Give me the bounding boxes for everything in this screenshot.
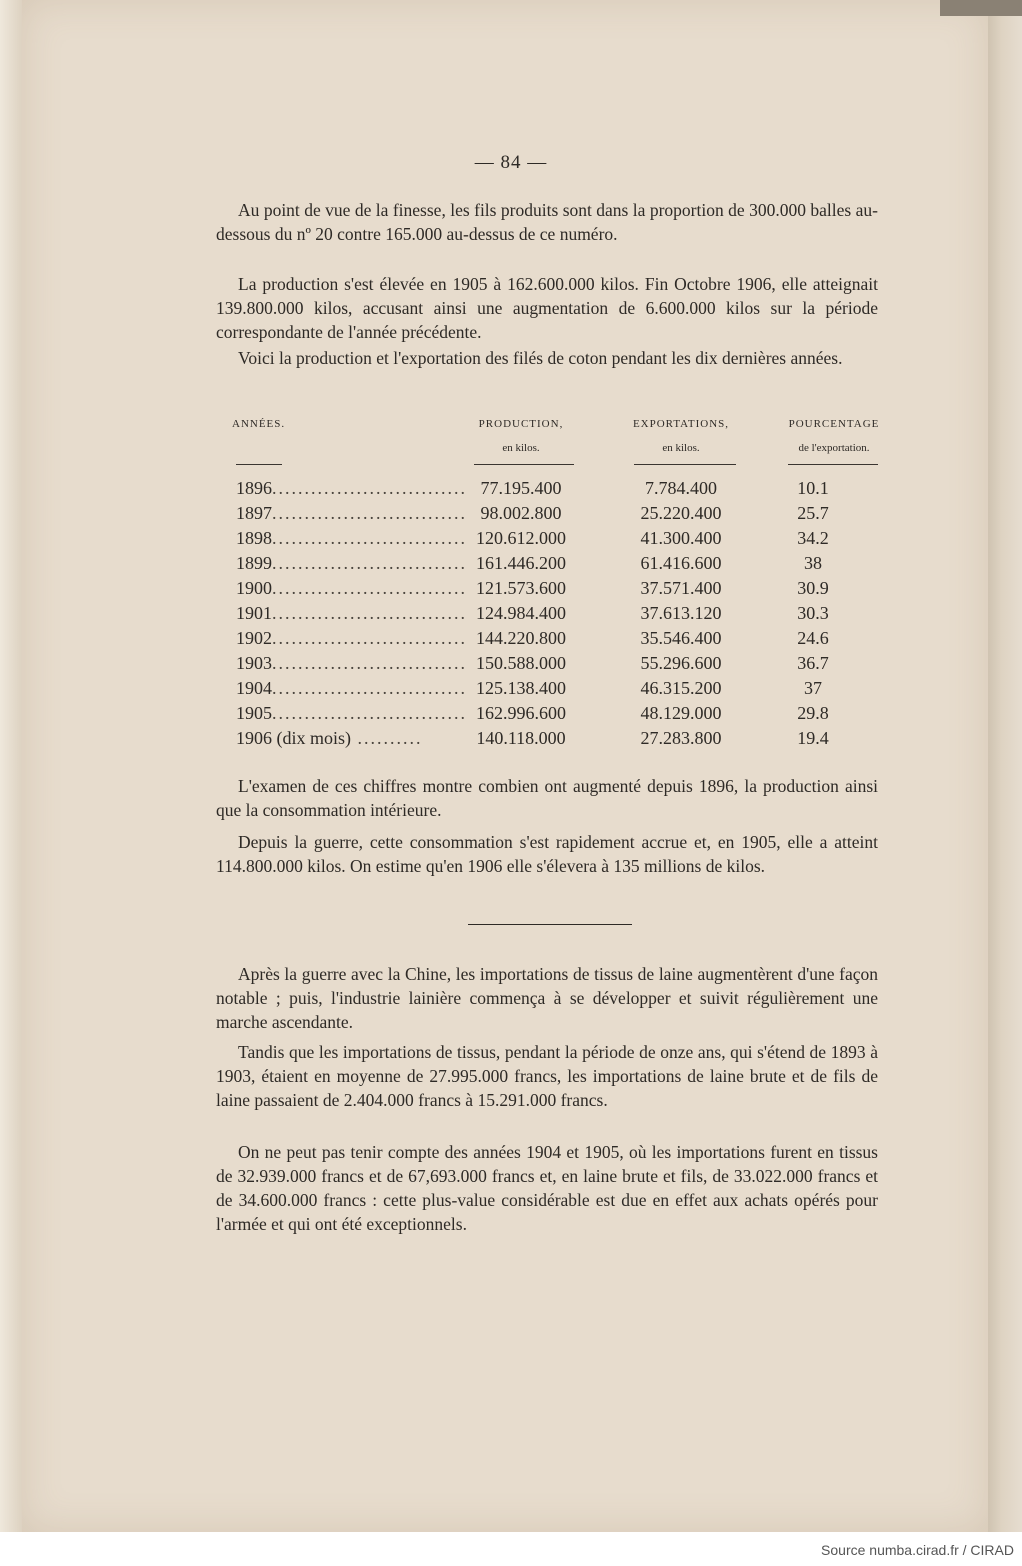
row-production: 120.612.000 xyxy=(476,528,566,548)
row-production: 98.002.800 xyxy=(480,503,562,523)
row-year: 1901 xyxy=(236,603,272,623)
row-production: 162.996.600 xyxy=(476,703,566,723)
row-exports: 37.571.400 xyxy=(640,578,722,598)
row-year: 1906 (dix mois) xyxy=(236,728,351,748)
row-percent: 29.8 xyxy=(797,703,829,723)
row-percent: 38 xyxy=(804,553,822,573)
paragraph-analysis: L'examen de ces chiffres montre combien ont augmenté depuis 1896, la production ainsi que la consommation intérieure. xyxy=(216,776,878,820)
header-production: PRODUCTION, xyxy=(478,418,564,430)
row-exports: 41.300.400 xyxy=(640,528,722,548)
header-production-unit: en kilos. xyxy=(502,442,540,454)
header-percent-unit: de l'exportation. xyxy=(798,442,870,454)
row-exports: 35.546.400 xyxy=(640,628,722,648)
row-percent: 30.3 xyxy=(797,603,829,623)
row-production: 77.195.400 xyxy=(480,478,562,498)
paragraph-wool-exceptions: On ne peut pas tenir compte des années 1904 et 1905, où les importations furent en tissus de 32.939.000 francs et de 67,693.000 francs et, en laine brute et fils, de 33.022.000 francs et de 34.600.000 francs : cette plus-value considérable est due en effet aux achats opérés pour l'armée et qui ont été exceptionnels. xyxy=(216,1142,878,1234)
row-production: 140.118.000 xyxy=(476,728,566,748)
row-year: 1898 xyxy=(236,528,272,548)
row-percent: 30.9 xyxy=(797,578,829,598)
paragraph-table-intro: Voici la production et l'exportation des filés de coton pendant les dix dernières années. xyxy=(238,348,843,368)
row-production: 121.573.600 xyxy=(476,578,566,598)
leader-dots: .............................. xyxy=(272,578,467,598)
header-percent: POURCENTAGE xyxy=(788,418,880,430)
header-rule-years xyxy=(236,464,282,465)
header-exports: EXPORTATIONS, xyxy=(632,418,730,430)
row-production: 161.446.200 xyxy=(476,553,566,573)
row-percent: 37 xyxy=(804,678,822,698)
paragraph-wool-intro: Après la guerre avec la Chine, les importations de tissus de laine augmentèrent d'une façon notable ; puis, l'industrie lainière commença à se développer et suivit régulièrement une marche ascendante. xyxy=(216,964,878,1032)
row-exports: 48.129.000 xyxy=(640,703,722,723)
binding-strip xyxy=(940,0,1022,16)
paragraph-wool-imports: Tandis que les importations de tissus, pendant la période de onze ans, qui s'étend de 1893 à 1903, étaient en moyenne de 27.995.000 francs, les importations de laine brute et de fils de laine passaient de 2.404.000 francs à 15.291.000 francs. xyxy=(216,1042,878,1110)
leader-dots: .............................. xyxy=(272,503,467,523)
row-percent: 19.4 xyxy=(797,728,829,748)
page-right-edge xyxy=(988,0,1022,1532)
section-divider xyxy=(468,924,632,925)
row-year: 1904 xyxy=(236,678,272,698)
leader-dots: .......... xyxy=(351,728,423,748)
header-exports-unit: en kilos. xyxy=(662,442,700,454)
leader-dots: .............................. xyxy=(272,528,467,548)
leader-dots: .............................. xyxy=(272,553,467,573)
row-year: 1903 xyxy=(236,653,272,673)
leader-dots: .............................. xyxy=(272,628,467,648)
row-year: 1905 xyxy=(236,703,272,723)
leader-dots: .............................. xyxy=(272,678,467,698)
page-number: — 84 — xyxy=(474,152,548,173)
row-exports: 46.315.200 xyxy=(640,678,722,698)
row-year: 1902 xyxy=(236,628,272,648)
row-percent: 34.2 xyxy=(797,528,829,548)
row-percent: 10.1 xyxy=(797,478,829,498)
paragraph-consumption: Depuis la guerre, cette consommation s'est rapidement accrue et, en 1905, elle a atteint 114.800.000 kilos. On estime qu'en 1906 elle s'élevera à 135 millions de kilos. xyxy=(216,832,878,876)
row-exports: 55.296.600 xyxy=(640,653,722,673)
row-production: 125.138.400 xyxy=(476,678,566,698)
row-year: 1900 xyxy=(236,578,272,598)
row-percent: 24.6 xyxy=(797,628,829,648)
row-exports: 37.613.120 xyxy=(640,603,722,623)
header-rule-exports xyxy=(634,464,736,465)
paragraph-finesse: Au point de vue de la finesse, les fils produits sont dans la proportion de 300.000 balles au-dessous du nº 20 contre 165.000 au-dessus de ce numéro. xyxy=(216,200,878,244)
row-exports: 61.416.600 xyxy=(640,553,722,573)
row-production: 150.588.000 xyxy=(476,653,566,673)
paragraph-production: La production s'est élevée en 1905 à 162.600.000 kilos. Fin Octobre 1906, elle atteignait 139.800.000 kilos, accusant ainsi une augmentation de 6.600.000 kilos sur la période correspondante de l'année précédente. xyxy=(216,274,878,342)
source-credit: Source numba.cirad.fr / CIRAD xyxy=(821,1542,1014,1558)
leader-dots: .............................. xyxy=(272,703,467,723)
header-years: ANNÉES. xyxy=(232,418,286,430)
row-production: 124.984.400 xyxy=(476,603,566,623)
page-left-edge xyxy=(0,0,22,1532)
row-exports: 25.220.400 xyxy=(640,503,722,523)
row-year: 1897 xyxy=(236,503,272,523)
leader-dots: .............................. xyxy=(272,478,467,498)
row-exports: 27.283.800 xyxy=(640,728,722,748)
row-production: 144.220.800 xyxy=(476,628,566,648)
row-percent: 25.7 xyxy=(797,503,829,523)
leader-dots: .............................. xyxy=(272,603,467,623)
row-year: 1896 xyxy=(236,478,272,498)
header-rule-production xyxy=(474,464,574,465)
row-exports: 7.784.400 xyxy=(645,478,717,498)
row-year: 1899 xyxy=(236,553,272,573)
leader-dots: .............................. xyxy=(272,653,467,673)
row-percent: 36.7 xyxy=(797,653,829,673)
header-rule-percent xyxy=(788,464,878,465)
